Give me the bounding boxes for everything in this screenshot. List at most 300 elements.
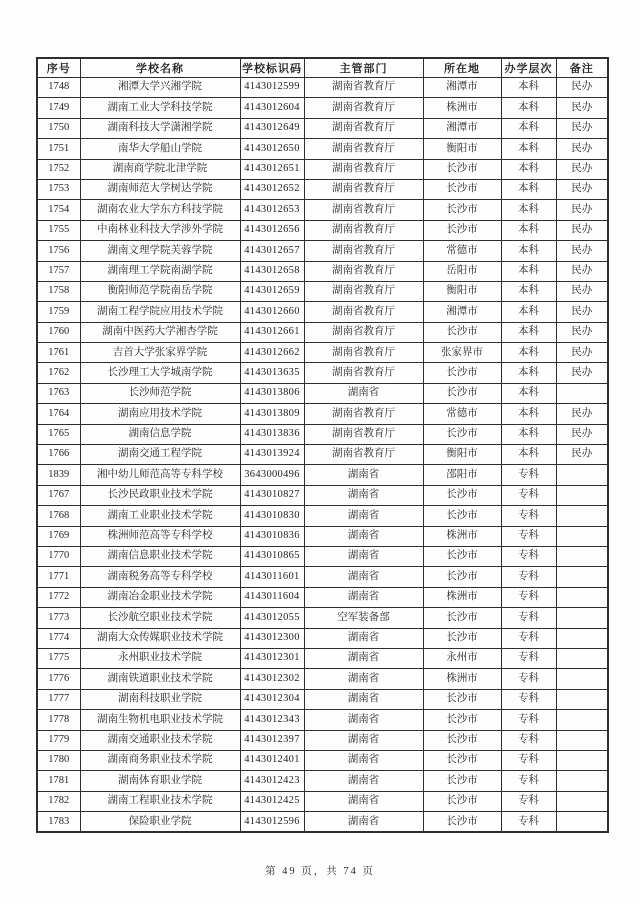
table-row [37,322,608,342]
cell-department: 湖南省 [304,567,423,587]
table-row [37,363,608,383]
cell-name: 湖南科技职业学院 [80,689,240,709]
cell-remark: 民办 [556,281,608,301]
cell-location: 岳阳市 [423,261,501,281]
table-row [37,465,608,485]
cell-department: 湖南省 [304,730,423,750]
cell-code: 4143012604 [240,98,304,118]
column-header-name: 学校名称 [80,58,240,78]
cell-name: 湖南体育职业学院 [80,771,240,791]
cell-level: 专科 [501,812,556,833]
cell-level: 本科 [501,281,556,301]
cell-name: 湖南工程学院应用技术学院 [80,302,240,322]
cell-index: 1775 [37,648,80,668]
cell-remark: 民办 [556,322,608,342]
cell-level: 本科 [501,78,556,98]
cell-remark [556,628,608,648]
cell-level: 本科 [501,179,556,199]
table-row [37,567,608,587]
cell-code: 4143013924 [240,445,304,465]
cell-index: 1756 [37,241,80,261]
cell-department: 湖南省教育厅 [304,302,423,322]
cell-code: 4143011601 [240,567,304,587]
table-row [37,78,608,98]
cell-remark [556,465,608,485]
cell-index: 1773 [37,608,80,628]
cell-department: 湖南省教育厅 [304,200,423,220]
cell-department: 湖南省教育厅 [304,118,423,138]
table-row [37,281,608,301]
cell-code: 4143012055 [240,608,304,628]
cell-code: 4143012658 [240,261,304,281]
cell-remark: 民办 [556,261,608,281]
cell-level: 本科 [501,220,556,240]
cell-remark: 民办 [556,363,608,383]
cell-location: 长沙市 [423,220,501,240]
cell-department: 湖南省教育厅 [304,78,423,98]
cell-level: 专科 [501,587,556,607]
cell-code: 4143010865 [240,546,304,566]
cell-location: 长沙市 [423,383,501,403]
cell-index: 1771 [37,567,80,587]
cell-code: 4143012397 [240,730,304,750]
cell-level: 专科 [501,669,556,689]
table-row [37,485,608,505]
cell-code: 4143012300 [240,628,304,648]
cell-name: 湖南信息职业技术学院 [80,546,240,566]
cell-name: 长沙理工大学城南学院 [80,363,240,383]
table-row [37,750,608,770]
cell-level: 专科 [501,608,556,628]
cell-index: 1768 [37,506,80,526]
cell-name: 湖南大众传媒职业技术学院 [80,628,240,648]
cell-name: 湖南工程职业技术学院 [80,791,240,811]
cell-department: 湖南省教育厅 [304,404,423,424]
cell-name: 湖南铁道职业技术学院 [80,669,240,689]
cell-name: 长沙师范学院 [80,383,240,403]
cell-remark: 民办 [556,302,608,322]
cell-name: 湘中幼儿师范高等专科学校 [80,465,240,485]
cell-level: 专科 [501,506,556,526]
cell-level: 本科 [501,261,556,281]
cell-level: 专科 [501,791,556,811]
cell-department: 湖南省 [304,812,423,833]
cell-level: 专科 [501,710,556,730]
cell-location: 长沙市 [423,812,501,833]
cell-level: 本科 [501,302,556,322]
cell-code: 4143012343 [240,710,304,730]
cell-level: 本科 [501,200,556,220]
cell-code: 3643000496 [240,465,304,485]
cell-department: 湖南省 [304,465,423,485]
cell-name: 湖南信息学院 [80,424,240,444]
cell-level: 本科 [501,424,556,444]
cell-code: 4143012599 [240,78,304,98]
table-row [37,179,608,199]
cell-remark: 民办 [556,118,608,138]
cell-department: 湖南省教育厅 [304,343,423,363]
cell-name: 湖南农业大学东方科技学院 [80,200,240,220]
cell-code: 4143013806 [240,383,304,403]
cell-level: 本科 [501,363,556,383]
cell-department: 湖南省 [304,546,423,566]
cell-code: 4143012649 [240,118,304,138]
cell-level: 专科 [501,750,556,770]
cell-remark [556,526,608,546]
cell-name: 湖南商务职业技术学院 [80,750,240,770]
cell-code: 4143012652 [240,179,304,199]
cell-index: 1770 [37,546,80,566]
cell-name: 长沙航空职业技术学院 [80,608,240,628]
cell-remark: 民办 [556,445,608,465]
cell-remark [556,771,608,791]
cell-level: 本科 [501,404,556,424]
cell-department: 湖南省教育厅 [304,424,423,444]
cell-location: 长沙市 [423,506,501,526]
cell-index: 1762 [37,363,80,383]
cell-code: 4143010836 [240,526,304,546]
cell-code: 4143012301 [240,648,304,668]
cell-location: 长沙市 [423,322,501,342]
cell-location: 长沙市 [423,791,501,811]
cell-location: 长沙市 [423,363,501,383]
cell-department: 湖南省 [304,689,423,709]
cell-department: 湖南省教育厅 [304,139,423,159]
cell-department: 湖南省教育厅 [304,281,423,301]
cell-index: 1758 [37,281,80,301]
cell-index: 1839 [37,465,80,485]
cell-level: 专科 [501,567,556,587]
cell-name: 株洲师范高等专科学校 [80,526,240,546]
cell-code: 4143011604 [240,587,304,607]
cell-code: 4143012653 [240,200,304,220]
cell-location: 株洲市 [423,587,501,607]
cell-level: 专科 [501,546,556,566]
cell-location: 株洲市 [423,98,501,118]
cell-name: 湖南工业职业技术学院 [80,506,240,526]
cell-index: 1776 [37,669,80,689]
cell-level: 专科 [501,526,556,546]
cell-code: 4143010827 [240,485,304,505]
cell-location: 长沙市 [423,424,501,444]
cell-name: 湖南冶金职业技术学院 [80,587,240,607]
table-row [37,506,608,526]
cell-index: 1760 [37,322,80,342]
cell-name: 中南林业科技大学涉外学院 [80,220,240,240]
table-row [37,689,608,709]
cell-index: 1757 [37,261,80,281]
cell-location: 永州市 [423,648,501,668]
cell-remark: 民办 [556,343,608,363]
cell-name: 保险职业学院 [80,812,240,833]
cell-location: 衡阳市 [423,281,501,301]
cell-code: 4143012650 [240,139,304,159]
table-row [37,587,608,607]
cell-location: 长沙市 [423,159,501,179]
cell-remark: 民办 [556,179,608,199]
cell-name: 吉首大学张家界学院 [80,343,240,363]
cell-remark [556,730,608,750]
cell-level: 本科 [501,383,556,403]
cell-remark [556,546,608,566]
table-row [37,546,608,566]
cell-remark: 民办 [556,200,608,220]
cell-department: 湖南省教育厅 [304,363,423,383]
cell-location: 湘潭市 [423,118,501,138]
cell-department: 湖南省 [304,628,423,648]
cell-code: 4143012651 [240,159,304,179]
cell-department: 湖南省 [304,485,423,505]
table-row [37,302,608,322]
cell-remark [556,710,608,730]
cell-department: 湖南省教育厅 [304,241,423,261]
cell-index: 1777 [37,689,80,709]
cell-name: 湖南应用技术学院 [80,404,240,424]
cell-remark: 民办 [556,424,608,444]
cell-remark: 民办 [556,241,608,261]
cell-name: 湖南交通职业技术学院 [80,730,240,750]
table-row [37,241,608,261]
cell-location: 长沙市 [423,730,501,750]
cell-department: 湖南省教育厅 [304,179,423,199]
cell-level: 本科 [501,343,556,363]
cell-code: 4143012425 [240,791,304,811]
cell-level: 本科 [501,159,556,179]
cell-code: 4143012401 [240,750,304,770]
cell-code: 4143012661 [240,322,304,342]
cell-name: 湖南理工学院南湖学院 [80,261,240,281]
table-row [37,445,608,465]
table-row [37,404,608,424]
table-row [37,383,608,403]
cell-name: 湖南生物机电职业技术学院 [80,710,240,730]
column-header-level: 办学层次 [501,58,556,78]
cell-remark: 民办 [556,159,608,179]
cell-name: 湖南科技大学潇湘学院 [80,118,240,138]
cell-remark [556,506,608,526]
cell-index: 1769 [37,526,80,546]
cell-location: 长沙市 [423,710,501,730]
cell-location: 常德市 [423,404,501,424]
cell-index: 1748 [37,78,80,98]
cell-code: 4143012662 [240,343,304,363]
column-header-location: 所在地 [423,58,501,78]
cell-index: 1772 [37,587,80,607]
cell-index: 1754 [37,200,80,220]
cell-name: 湖南师范大学树达学院 [80,179,240,199]
cell-index: 1765 [37,424,80,444]
cell-remark [556,567,608,587]
cell-location: 湘潭市 [423,78,501,98]
table-row [37,159,608,179]
cell-name: 湖南商学院北津学院 [80,159,240,179]
cell-location: 长沙市 [423,750,501,770]
cell-index: 1780 [37,750,80,770]
table-row [37,343,608,363]
cell-name: 南华大学船山学院 [80,139,240,159]
cell-code: 4143010830 [240,506,304,526]
cell-name: 湖南交通工程学院 [80,445,240,465]
cell-code: 4143012657 [240,241,304,261]
table-row [37,791,608,811]
cell-remark [556,669,608,689]
cell-remark [556,383,608,403]
cell-location: 长沙市 [423,179,501,199]
cell-location: 长沙市 [423,200,501,220]
table-row [37,139,608,159]
cell-code: 4143012304 [240,689,304,709]
cell-location: 衡阳市 [423,445,501,465]
table-row [37,812,608,833]
cell-location: 长沙市 [423,546,501,566]
cell-department: 湖南省教育厅 [304,220,423,240]
cell-location: 株洲市 [423,526,501,546]
cell-location: 长沙市 [423,608,501,628]
cell-department: 湖南省教育厅 [304,98,423,118]
cell-location: 邵阳市 [423,465,501,485]
table-body [37,78,608,833]
cell-level: 专科 [501,628,556,648]
cell-department: 湖南省 [304,506,423,526]
cell-level: 本科 [501,322,556,342]
cell-remark [556,608,608,628]
cell-name: 湖南中医药大学湘杏学院 [80,322,240,342]
cell-index: 1764 [37,404,80,424]
cell-department: 空军装备部 [304,608,423,628]
cell-index: 1766 [37,445,80,465]
cell-index: 1763 [37,383,80,403]
cell-level: 专科 [501,771,556,791]
table-row [37,648,608,668]
cell-name: 长沙民政职业技术学院 [80,485,240,505]
cell-location: 长沙市 [423,689,501,709]
schools-table [36,57,609,833]
cell-level: 本科 [501,98,556,118]
cell-index: 1750 [37,118,80,138]
page-number-footer: 第 49 页，共 74 页 [265,866,375,877]
cell-remark: 民办 [556,139,608,159]
cell-code: 4143013836 [240,424,304,444]
cell-index: 1782 [37,791,80,811]
cell-level: 专科 [501,485,556,505]
column-header-code: 学校标识码 [240,58,304,78]
cell-remark [556,689,608,709]
column-header-index: 序号 [37,58,80,78]
cell-code: 4143013635 [240,363,304,383]
table-row [37,771,608,791]
cell-remark [556,812,608,833]
table-row [37,526,608,546]
cell-department: 湖南省 [304,710,423,730]
cell-department: 湖南省 [304,771,423,791]
cell-department: 湖南省 [304,669,423,689]
cell-location: 长沙市 [423,567,501,587]
table-row [37,424,608,444]
cell-index: 1759 [37,302,80,322]
cell-code: 4143013809 [240,404,304,424]
cell-location: 张家界市 [423,343,501,363]
cell-index: 1753 [37,179,80,199]
cell-location: 湘潭市 [423,302,501,322]
table-row [37,628,608,648]
cell-level: 专科 [501,648,556,668]
cell-code: 4143012659 [240,281,304,301]
table-row [37,608,608,628]
cell-department: 湖南省教育厅 [304,261,423,281]
cell-department: 湖南省教育厅 [304,322,423,342]
cell-remark [556,587,608,607]
cell-department: 湖南省 [304,648,423,668]
cell-code: 4143012302 [240,669,304,689]
cell-index: 1778 [37,710,80,730]
cell-remark [556,648,608,668]
cell-remark [556,485,608,505]
cell-index: 1749 [37,98,80,118]
cell-department: 湖南省 [304,526,423,546]
cell-index: 1783 [37,812,80,833]
cell-code: 4143012596 [240,812,304,833]
cell-level: 本科 [501,118,556,138]
cell-index: 1781 [37,771,80,791]
cell-remark [556,791,608,811]
cell-name: 衡阳师范学院南岳学院 [80,281,240,301]
cell-department: 湖南省 [304,587,423,607]
cell-name: 湖南文理学院芙蓉学院 [80,241,240,261]
cell-name: 湘潭大学兴湘学院 [80,78,240,98]
cell-location: 衡阳市 [423,139,501,159]
cell-remark [556,750,608,770]
cell-department: 湖南省 [304,383,423,403]
cell-remark: 民办 [556,78,608,98]
table-row [37,261,608,281]
cell-index: 1761 [37,343,80,363]
table-row [37,669,608,689]
cell-name: 湖南工业大学科技学院 [80,98,240,118]
cell-name: 湖南税务高等专科学校 [80,567,240,587]
cell-level: 本科 [501,241,556,261]
cell-index: 1751 [37,139,80,159]
cell-level: 本科 [501,445,556,465]
table-row [37,730,608,750]
table-row [37,200,608,220]
cell-code: 4143012423 [240,771,304,791]
cell-remark: 民办 [556,404,608,424]
cell-index: 1774 [37,628,80,648]
cell-department: 湖南省教育厅 [304,445,423,465]
table-row [37,118,608,138]
cell-department: 湖南省 [304,750,423,770]
table-row [37,220,608,240]
cell-location: 长沙市 [423,771,501,791]
table-header-row [37,58,608,78]
cell-index: 1752 [37,159,80,179]
cell-remark: 民办 [556,98,608,118]
cell-location: 株洲市 [423,669,501,689]
cell-level: 本科 [501,139,556,159]
cell-level: 专科 [501,730,556,750]
column-header-department: 主管部门 [304,58,423,78]
cell-code: 4143012660 [240,302,304,322]
cell-index: 1755 [37,220,80,240]
table-row [37,710,608,730]
cell-index: 1779 [37,730,80,750]
column-header-remark: 备注 [556,58,608,78]
cell-remark: 民办 [556,220,608,240]
cell-level: 专科 [501,465,556,485]
cell-department: 湖南省 [304,791,423,811]
cell-location: 常德市 [423,241,501,261]
cell-level: 专科 [501,689,556,709]
